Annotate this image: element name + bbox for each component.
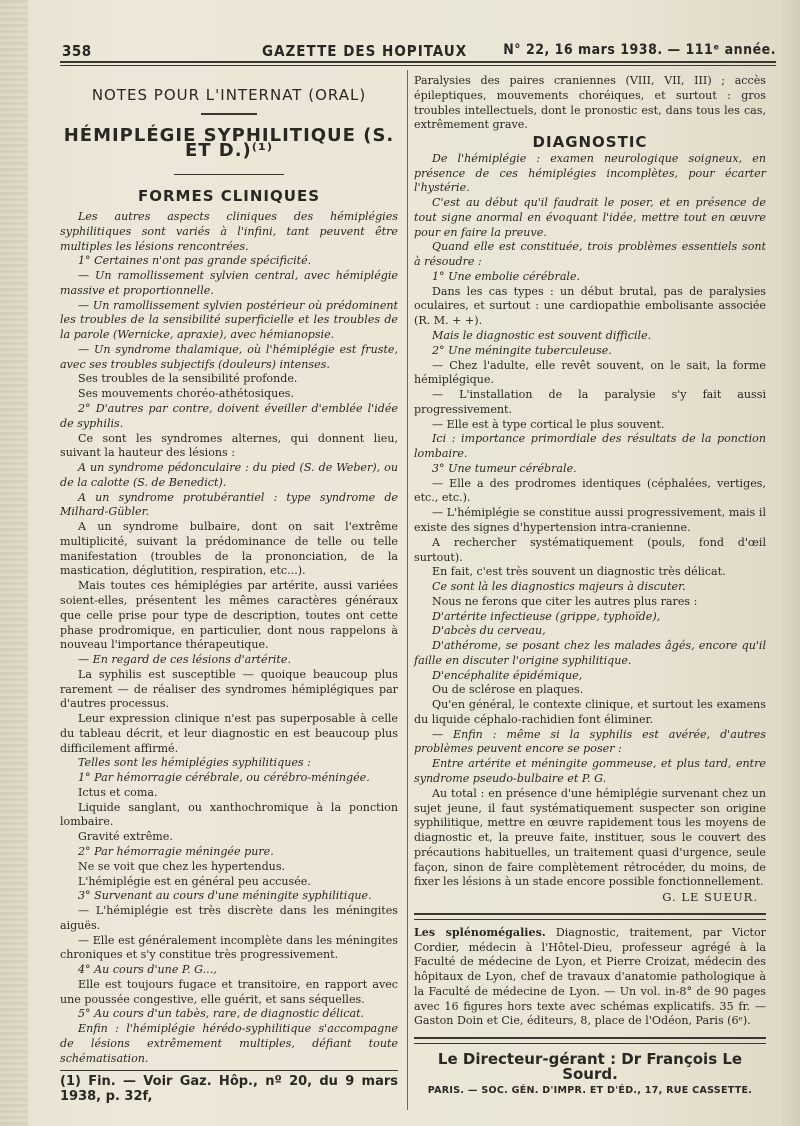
paragraph: — Un ramollissement sylvien central, avec hémiplégie massive et proportionnelle. — [60, 269, 398, 297]
paragraph: 1° Certaines n'ont pas grande spécificité. — [78, 254, 312, 268]
section-separator — [414, 913, 766, 920]
paragraph: Paralysies des paires craniennes (VIII, VII, III) ; accès épileptiques, mouvements choréiques, et surtout : gros troubles intellectuels, dont le pronostic est, dans tous les cas, extrêmement grave. — [414, 74, 766, 132]
paragraph: D'abcès du cerveau, — [432, 624, 546, 638]
paragraph: L'hémiplégie est en général peu accusée. — [78, 874, 311, 888]
right-column — [414, 74, 766, 1099]
paragraph: Elle est toujours fugace et transitoire, en rapport avec une poussée congestive, elle guérit, et sans séquelles. — [60, 977, 398, 1006]
paragraph: Dans les cas types : un début brutal, pas de paralysies oculaires, et surtout : une cardiopathie embolisante associée (R. M. + +). — [414, 284, 766, 328]
paragraph: Ne se voit que chez les hypertendus. — [78, 859, 286, 873]
journal-title: GAZETTE DES HOPITAUX — [262, 42, 468, 60]
paragraph: 3° Une tumeur cérébrale. — [432, 461, 577, 475]
paragraph: — Elle a des prodromes identiques (céphalées, vertiges, etc., etc.). — [414, 476, 766, 505]
paragraph: 5° Au cours d'un tabès, rare, de diagnostic délicat. — [78, 1007, 365, 1021]
paragraph: — Elle est à type cortical le plus souvent. — [432, 417, 665, 431]
publisher-manager: Le Directeur-gérant : Dr François Le Sourd. — [437, 1050, 743, 1083]
paragraph: A un syndrome pédonculaire : du pied (S. de Weber), ou de la calotte (S. de Benedict). — [60, 461, 398, 489]
paragraph: Ictus et coma. — [78, 785, 158, 799]
paragraph: Quand elle est constituée, trois problèmes essentiels sont à résoudre : — [414, 240, 766, 269]
paragraph: — Un ramollissement sylvien postérieur où prédominent les troubles de la sensibilité superficielle et les troubles de la parole (Wernicke, apraxie), avec hémianopsie. — [60, 298, 398, 342]
left-column — [60, 74, 398, 1105]
title-rule — [174, 174, 284, 175]
paragraph: La syphilis est susceptible — quoique beaucoup plus rarement — de réaliser des syndromes hémiplégiques par d'autres processus. — [60, 667, 398, 711]
paragraph: — L'installation de la paralysie s'y fait aussi progressivement. — [414, 388, 766, 416]
review-title: Les splénomégalies. — [414, 925, 546, 939]
heading-rule — [201, 113, 257, 115]
paragraph: A un syndrome bulbaire, dont on sait l'extrême multiplicité, suivant la prédominance de telle ou telle manifestation (troubles de la prononciation, de la mastication, déglutition, respiration, etc...). — [60, 520, 398, 578]
diagnostic-heading: DIAGNOSTIC — [532, 133, 648, 152]
printer-line: PARIS. — SOC. GÉN. D'IMPR. ET D'ÉD., 17, RUE CASSETTE. — [427, 1084, 753, 1096]
running-header — [62, 34, 776, 64]
paragraph: — En regard de ces lésions d'artérite. — [78, 653, 291, 667]
paragraph: Les autres aspects cliniques des hémiplégies syphilitiques sont variés à l'infini, tant peuvent être multiples les lésions rencontrées. — [60, 210, 398, 253]
paragraph: — L'hémiplégie se constitue aussi progressivement, mais il existe des signes d'hypertension intra-cranienne. — [414, 506, 766, 534]
header-rule — [60, 61, 776, 63]
column-divider — [407, 70, 408, 1110]
paragraph: Ce sont là les diagnostics majeurs à discuter. — [432, 580, 686, 594]
footnote-rule — [60, 1070, 398, 1071]
paragraph: Qu'en général, le contexte clinique, et surtout les examens du liquide céphalo-rachidien font éliminer. — [414, 698, 766, 726]
paragraph: — Un syndrome thalamique, où l'hémiplégie est fruste, avec ses troubles subjectifs (douleurs) intenses. — [60, 342, 398, 371]
paragraph: De l'hémiplégie : examen neurologique soigneux, en présence de ces hémiplégies incomplètes, pour écarter l'hystérie. — [414, 151, 766, 195]
paragraph: — Chez l'adulte, elle revêt souvent, on le sait, la forme hémiplégique. — [414, 358, 766, 387]
paragraph: — Enfin : même si la syphilis est avérée, d'autres problèmes peuvent encore se poser : — [414, 727, 766, 756]
paragraph: D'artérite infectieuse (grippe, typhoïde), — [432, 609, 661, 623]
paragraph: 2° Une méningite tuberculeuse. — [432, 343, 612, 357]
paragraph: Enfin : l'hémiplégie hérédo-syphilitique s'accompagne de lésions extrêmement multiples, défiant toute schématisation. — [60, 1022, 398, 1065]
paragraph: 2° D'autres par contre, doivent éveiller d'emblée l'idée de syphilis. — [60, 402, 398, 430]
paragraph: Ses mouvements choréo-athétosiques. — [78, 387, 294, 401]
subheading: FORMES CLINIQUES — [137, 187, 320, 206]
paragraph: A un syndrome protubérantiel : type syndrome de Milhard-Gübler. — [60, 490, 398, 519]
footnote: (1) Fin. — Voir Gaz. Hôp., nº 20, du 9 mars 1938, p. 32f, — [60, 1074, 398, 1105]
paragraph: Leur expression clinique n'est pas superposable à celle du tableau décrit, et leur diagnostic en est beaucoup plus difficilement affirmé. — [60, 712, 398, 755]
paragraph: 4° Au cours d'une P. G..., — [78, 963, 217, 977]
paragraph: 1° Une embolie cérébrale. — [432, 269, 581, 283]
page-number: 358 — [62, 42, 92, 60]
paragraph: Liquide sanglant, ou xanthochromique à la ponction lombaire. — [60, 800, 398, 829]
author-signature: G. LE SUEUR. — [662, 890, 758, 905]
paragraph: D'athérome, se posant chez les malades âgés, encore qu'il faille en discuter l'origine syphilitique. — [414, 639, 766, 667]
paragraph: Nous ne ferons que citer les autres plus rares : — [432, 594, 698, 608]
article-title: HÉMIPLÉGIE SYPHILITIQUE (S. ET D.)⁽¹⁾ — [63, 124, 395, 161]
paragraph: Ses troubles de la sensibilité profonde. — [78, 372, 298, 386]
gerant-separator — [414, 1037, 766, 1044]
header-rule-thin — [60, 65, 776, 66]
paragraph: Gravité extrême. — [78, 830, 173, 844]
book-review — [414, 926, 766, 1029]
paragraph: Ici : importance primordiale des résultats de la ponction lombaire. — [414, 432, 766, 461]
paragraph: Ce sont les syndromes alternes, qui donnent lieu, suivant la hauteur des lésions : — [60, 431, 398, 460]
paragraph: 3° Survenant au cours d'une méningite syphilitique. — [78, 889, 372, 903]
paragraph: Au total : en présence d'une hémiplégie survenant chez un sujet jeune, il faut systématiquement suspecter son origine syphilitique, mettre en œuvre rapidement tous les moyens de diagnostic et, la preuve faite, instituer, sous le couvert des précautions habituelles, un traitement quasi d'urgence, seule façon, sinon de faire complètement rétrocéder, du moins, de fixer les lésions à un stade encore possible fonctionnellement. — [414, 786, 766, 889]
paragraph: Mais toutes ces hémiplégies par artérite, aussi variées soient-elles, présentent les mêmes caractères généraux que celle prise pour type de description, toutes ont cette phase prodromique, en particulier, dont nous rappelons à nouveau l'importance thérapeutique. — [60, 579, 398, 652]
paragraph: Mais le diagnostic est souvent difficile. — [432, 329, 652, 343]
issue-info: N° 22, 16 mars 1938. — 111ᵉ année. — [503, 42, 776, 58]
paragraph: Ou de sclérose en plaques. — [432, 683, 584, 697]
section-heading: NOTES POUR L'INTERNAT (ORAL) — [91, 86, 367, 104]
review-text: Diagnostic, traitement, par Victor Cordier, médecin à l'Hôtel-Dieu, professeur agrégé à la Faculté de médecine de Lyon, et Pierre Croizat, médecin des hôpitaux de Lyon, chef de travaux d'anatomie pathologique à la Faculté de médecine de Lyon. — Un vol. in-8° de 90 pages avec 16 figures hors texte avec schémas explicatifs. 35 fr. — Gaston Doin et Cie, éditeurs, 8, place de l'Odéon, Paris (6ᵉ). — [414, 925, 766, 1028]
paragraph: A rechercher systématiquement (pouls, fond d'œil surtout). — [414, 535, 766, 564]
paragraph: — Elle est généralement incomplète dans les méningites chroniques et s'y constitue très progressivement. — [60, 933, 398, 962]
paragraph: 2° Par hémorragie méningée pure. — [78, 844, 274, 858]
scan-edge-shadow — [0, 0, 28, 1126]
paragraph: En fait, c'est très souvent un diagnostic très délicat. — [432, 565, 726, 579]
paragraph: C'est au début qu'il faudrait le poser, et en présence de tout signe anormal en évoquant l'idée, mettre tout en œuvre pour en faire la preuve. — [414, 196, 766, 239]
paragraph: 1° Par hémorragie cérébrale, ou cérébro-méningée. — [78, 771, 370, 785]
paragraph: D'encéphalite épidémique, — [432, 668, 583, 682]
paragraph: Telles sont les hémiplégies syphilitiques : — [78, 756, 311, 770]
paragraph: — L'hémiplégie est très discrète dans les méningites aiguës. — [60, 904, 398, 932]
paragraph: Entre artérite et méningite gommeuse, et plus tard, entre syndrome pseudo-bulbaire et P. G. — [414, 757, 766, 785]
